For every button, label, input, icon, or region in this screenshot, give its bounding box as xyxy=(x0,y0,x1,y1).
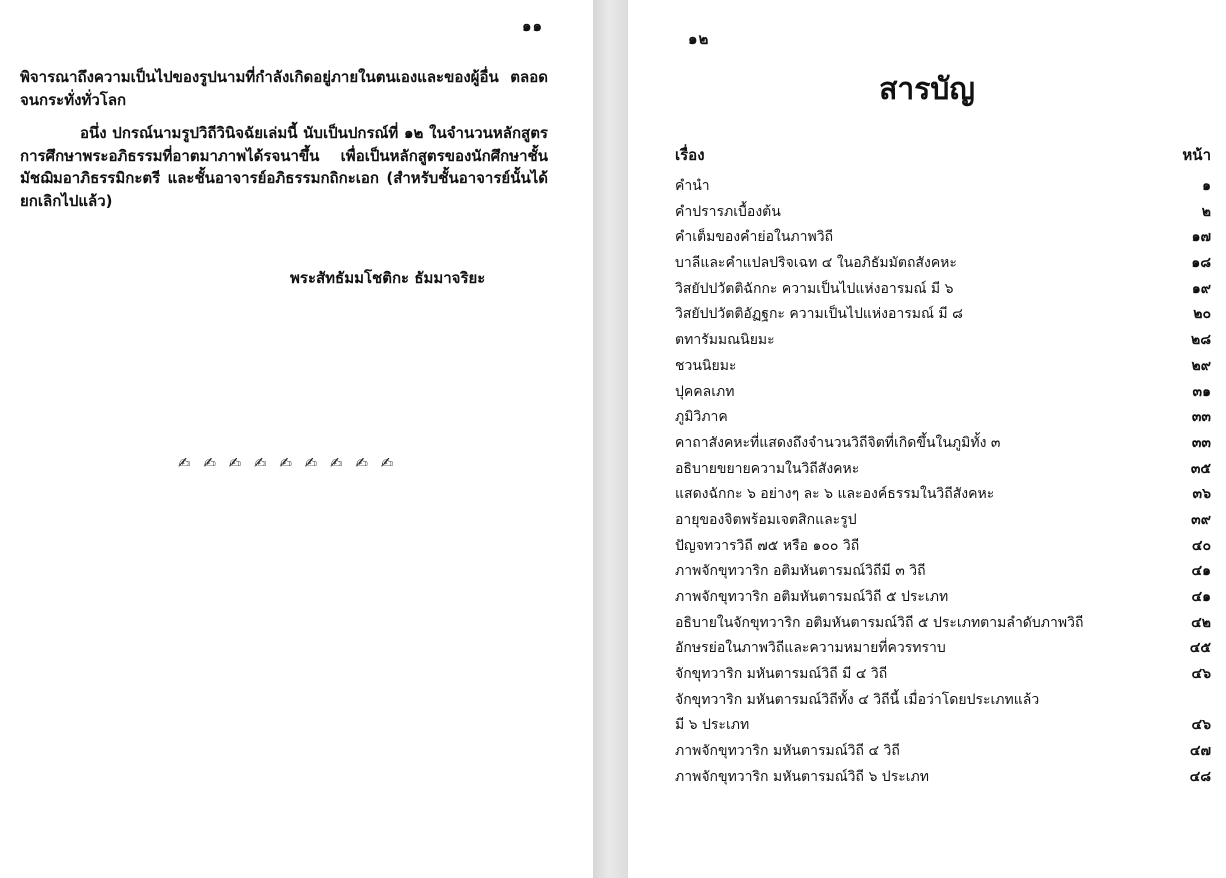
toc-entry-title: คำเต็มของคำย่อในภาพวิถี xyxy=(675,229,834,246)
toc-entry-page: ๔๖ xyxy=(1191,717,1211,734)
toc-entry-title: ชวนนิยมะ xyxy=(675,357,737,374)
toc-entry-title: ภาพจักขุทวาริก อติมหันตารมณ์วิถี ๕ ประเภท xyxy=(675,589,949,605)
toc-entry-title: ภูมิวิภาค xyxy=(675,409,728,426)
toc-entry xyxy=(675,688,1211,714)
toc-entry-title: ปุคคลเภท xyxy=(675,383,735,400)
toc-entry-title: บาลีและคำแปลปริจเฉท ๔ ในอภิธัมมัตถสังคหะ xyxy=(675,255,957,272)
toc-entry xyxy=(675,380,1211,406)
toc-entry-page: ๔๕ xyxy=(1189,640,1211,657)
toc-entry-page: ๔๖ xyxy=(1191,666,1211,683)
toc-entry xyxy=(675,354,1211,380)
toc-entry-page: ๑๙ xyxy=(1191,280,1211,297)
toc-entry-page: ๓๓ xyxy=(1191,434,1211,451)
toc-entry-page: ๒๘ xyxy=(1190,332,1211,349)
ornament-divider: ✍ ✍ ✍ ✍ ✍ ✍ ✍ ✍ ✍ xyxy=(178,454,398,472)
toc-header-topic: เรื่อง xyxy=(675,146,705,164)
toc-entry-page: ๓๖ xyxy=(1192,486,1211,503)
toc-entry-page: ๑ xyxy=(1202,178,1211,194)
toc-entry-page: ๑๗ xyxy=(1191,229,1211,246)
toc-entry-page: ๔๐ xyxy=(1191,537,1211,554)
toc-entry-page: ๓๑ xyxy=(1192,383,1211,400)
toc-entry-title: อายุของจิตพร้อมเจตสิกและรูป xyxy=(675,511,857,528)
toc-entry xyxy=(675,431,1211,457)
toc-entry xyxy=(675,739,1211,765)
toc-entry xyxy=(675,585,1211,611)
toc-entry-page: ๔๒ xyxy=(1191,614,1211,631)
toc-entry-page: ๑๘ xyxy=(1191,255,1211,272)
toc-entry xyxy=(675,251,1211,277)
toc-entry xyxy=(675,482,1211,508)
toc-entry xyxy=(675,328,1211,354)
toc-entry xyxy=(675,611,1211,637)
toc-entry-title: ตทารัมมณนิยมะ xyxy=(675,332,775,349)
right-page xyxy=(628,0,1226,878)
toc-entry xyxy=(675,200,1211,226)
toc-entry-page: ๓๓ xyxy=(1191,409,1211,426)
toc-entry xyxy=(675,508,1211,534)
toc-entry xyxy=(675,457,1211,483)
toc-entry-page: ๒๐ xyxy=(1193,306,1211,323)
page-title: สารบัญ xyxy=(879,72,975,107)
toc-entry xyxy=(675,405,1211,431)
toc-entry-page: ๒๙ xyxy=(1191,357,1211,374)
toc-entry xyxy=(675,765,1211,791)
toc-entry-title: อธิบายขยายความในวิถีสังคหะ xyxy=(675,460,860,477)
toc-entry-title: คำปรารภเบื้องต้น xyxy=(675,203,781,220)
author-signature: พระสัทธัมมโชติกะ ธัมมาจริยะ xyxy=(290,269,486,287)
toc-entry-page: ๒ xyxy=(1201,203,1211,220)
toc-entry-title: ปัญจทวารวิถี ๗๕ หรือ ๑๐๐ วิถี xyxy=(675,537,860,554)
toc-entry-title: จักขุทวาริก มหันตารมณ์วิถี มี ๔ วิถี xyxy=(675,666,888,683)
toc-entry xyxy=(675,662,1211,688)
toc-entry-title: ภาพจักขุทวาริก อติมหันตารมณ์วิถีมี ๓ วิถี xyxy=(675,563,926,580)
table-of-contents xyxy=(675,174,1211,791)
toc-entry-title: แสดงฉักกะ ๖ อย่างๆ ละ ๖ และองค์ธรรมในวิถีสังคหะ xyxy=(675,486,995,503)
toc-entry xyxy=(675,225,1211,251)
toc-entry xyxy=(675,636,1211,662)
toc-entry-title: วิสยัปปวัตติฉักกะ ความเป็นไปแห่งอารมณ์ มี ๖ xyxy=(675,280,954,297)
toc-header-page: หน้า xyxy=(1182,146,1211,164)
paragraph: พิจารณาถึงความเป็นไปของรูปนามที่กำลังเกิดอยู่ภายในตนเองและของผู้อื่น ตลอดจนกระทั่งทั่วโลก xyxy=(20,68,548,109)
toc-entry-title: อธิบายในจักขุทวาริก อติมหันตารมณ์วิถี ๕ ประเภทตามลำดับภาพวิถี xyxy=(675,614,1084,631)
toc-entry-page: ๓๕ xyxy=(1190,460,1211,477)
page-number: ๑๒ xyxy=(688,30,710,48)
toc-entry-title: คาถาสังคหะที่แสดงถึงจำนวนวิถีจิตที่เกิดขึ้นในภูมิทั้ง ๓ xyxy=(675,434,1001,451)
toc-entry-page: ๔๑ xyxy=(1191,563,1211,580)
toc-entry xyxy=(675,713,1211,739)
left-page xyxy=(0,0,593,878)
toc-entry-title: มี ๖ ประเภท xyxy=(675,717,750,734)
toc-entry xyxy=(675,174,1211,200)
page-number: ๑๑ xyxy=(522,17,544,35)
book-gutter xyxy=(593,0,628,878)
toc-entry xyxy=(675,559,1211,585)
toc-entry-page: ๓๙ xyxy=(1191,511,1211,528)
toc-entry-title: ภาพจักขุทวาริก มหันตารมณ์วิถี ๔ วิถี xyxy=(675,743,900,760)
toc-entry xyxy=(675,277,1211,303)
toc-entry-page: ๔๘ xyxy=(1189,768,1211,785)
toc-entry-title: อักษรย่อในภาพวิถีและความหมายที่ควรทราบ xyxy=(675,640,946,657)
toc-entry xyxy=(675,302,1211,328)
toc-entry-title: ภาพจักขุทวาริก มหันตารมณ์วิถี ๖ ประเภท xyxy=(675,768,929,785)
toc-entry-title: คำนำ xyxy=(675,178,710,194)
toc-entry-page: ๔๑ xyxy=(1191,589,1211,605)
toc-entry xyxy=(675,534,1211,560)
toc-entry-page: ๔๗ xyxy=(1189,743,1211,760)
paragraph: อนึ่ง ปกรณ์นามรูปวิถีวินิจฉัยเล่มนี้ นับเป็นปกรณ์ที่ ๑๒ ในจำนวนหลักสูตรการศึกษาพระอภิธรรมที่อาตมาภาพได้รจนาขึ้น เพื่อเป็นหลักสูตรของนักศึกษาชั้นมัชฌิมอาภิธรรมิกะตรี และชั้นอาจารย์อภิธรรมกถิกะเอก (สำหรับชั้นอาจารย์นั้นได้ยกเลิกไปแล้ว) xyxy=(20,124,548,210)
toc-entry-title: จักขุทวาริก มหันตารมณ์วิถีทั้ง ๔ วิถีนี้ เมื่อว่าโดยประเภทแล้ว xyxy=(675,691,1040,708)
toc-entry-title: วิสยัปปวัตติอัฏฐกะ ความเป็นไปแห่งอารมณ์ มี ๘ xyxy=(675,306,963,323)
